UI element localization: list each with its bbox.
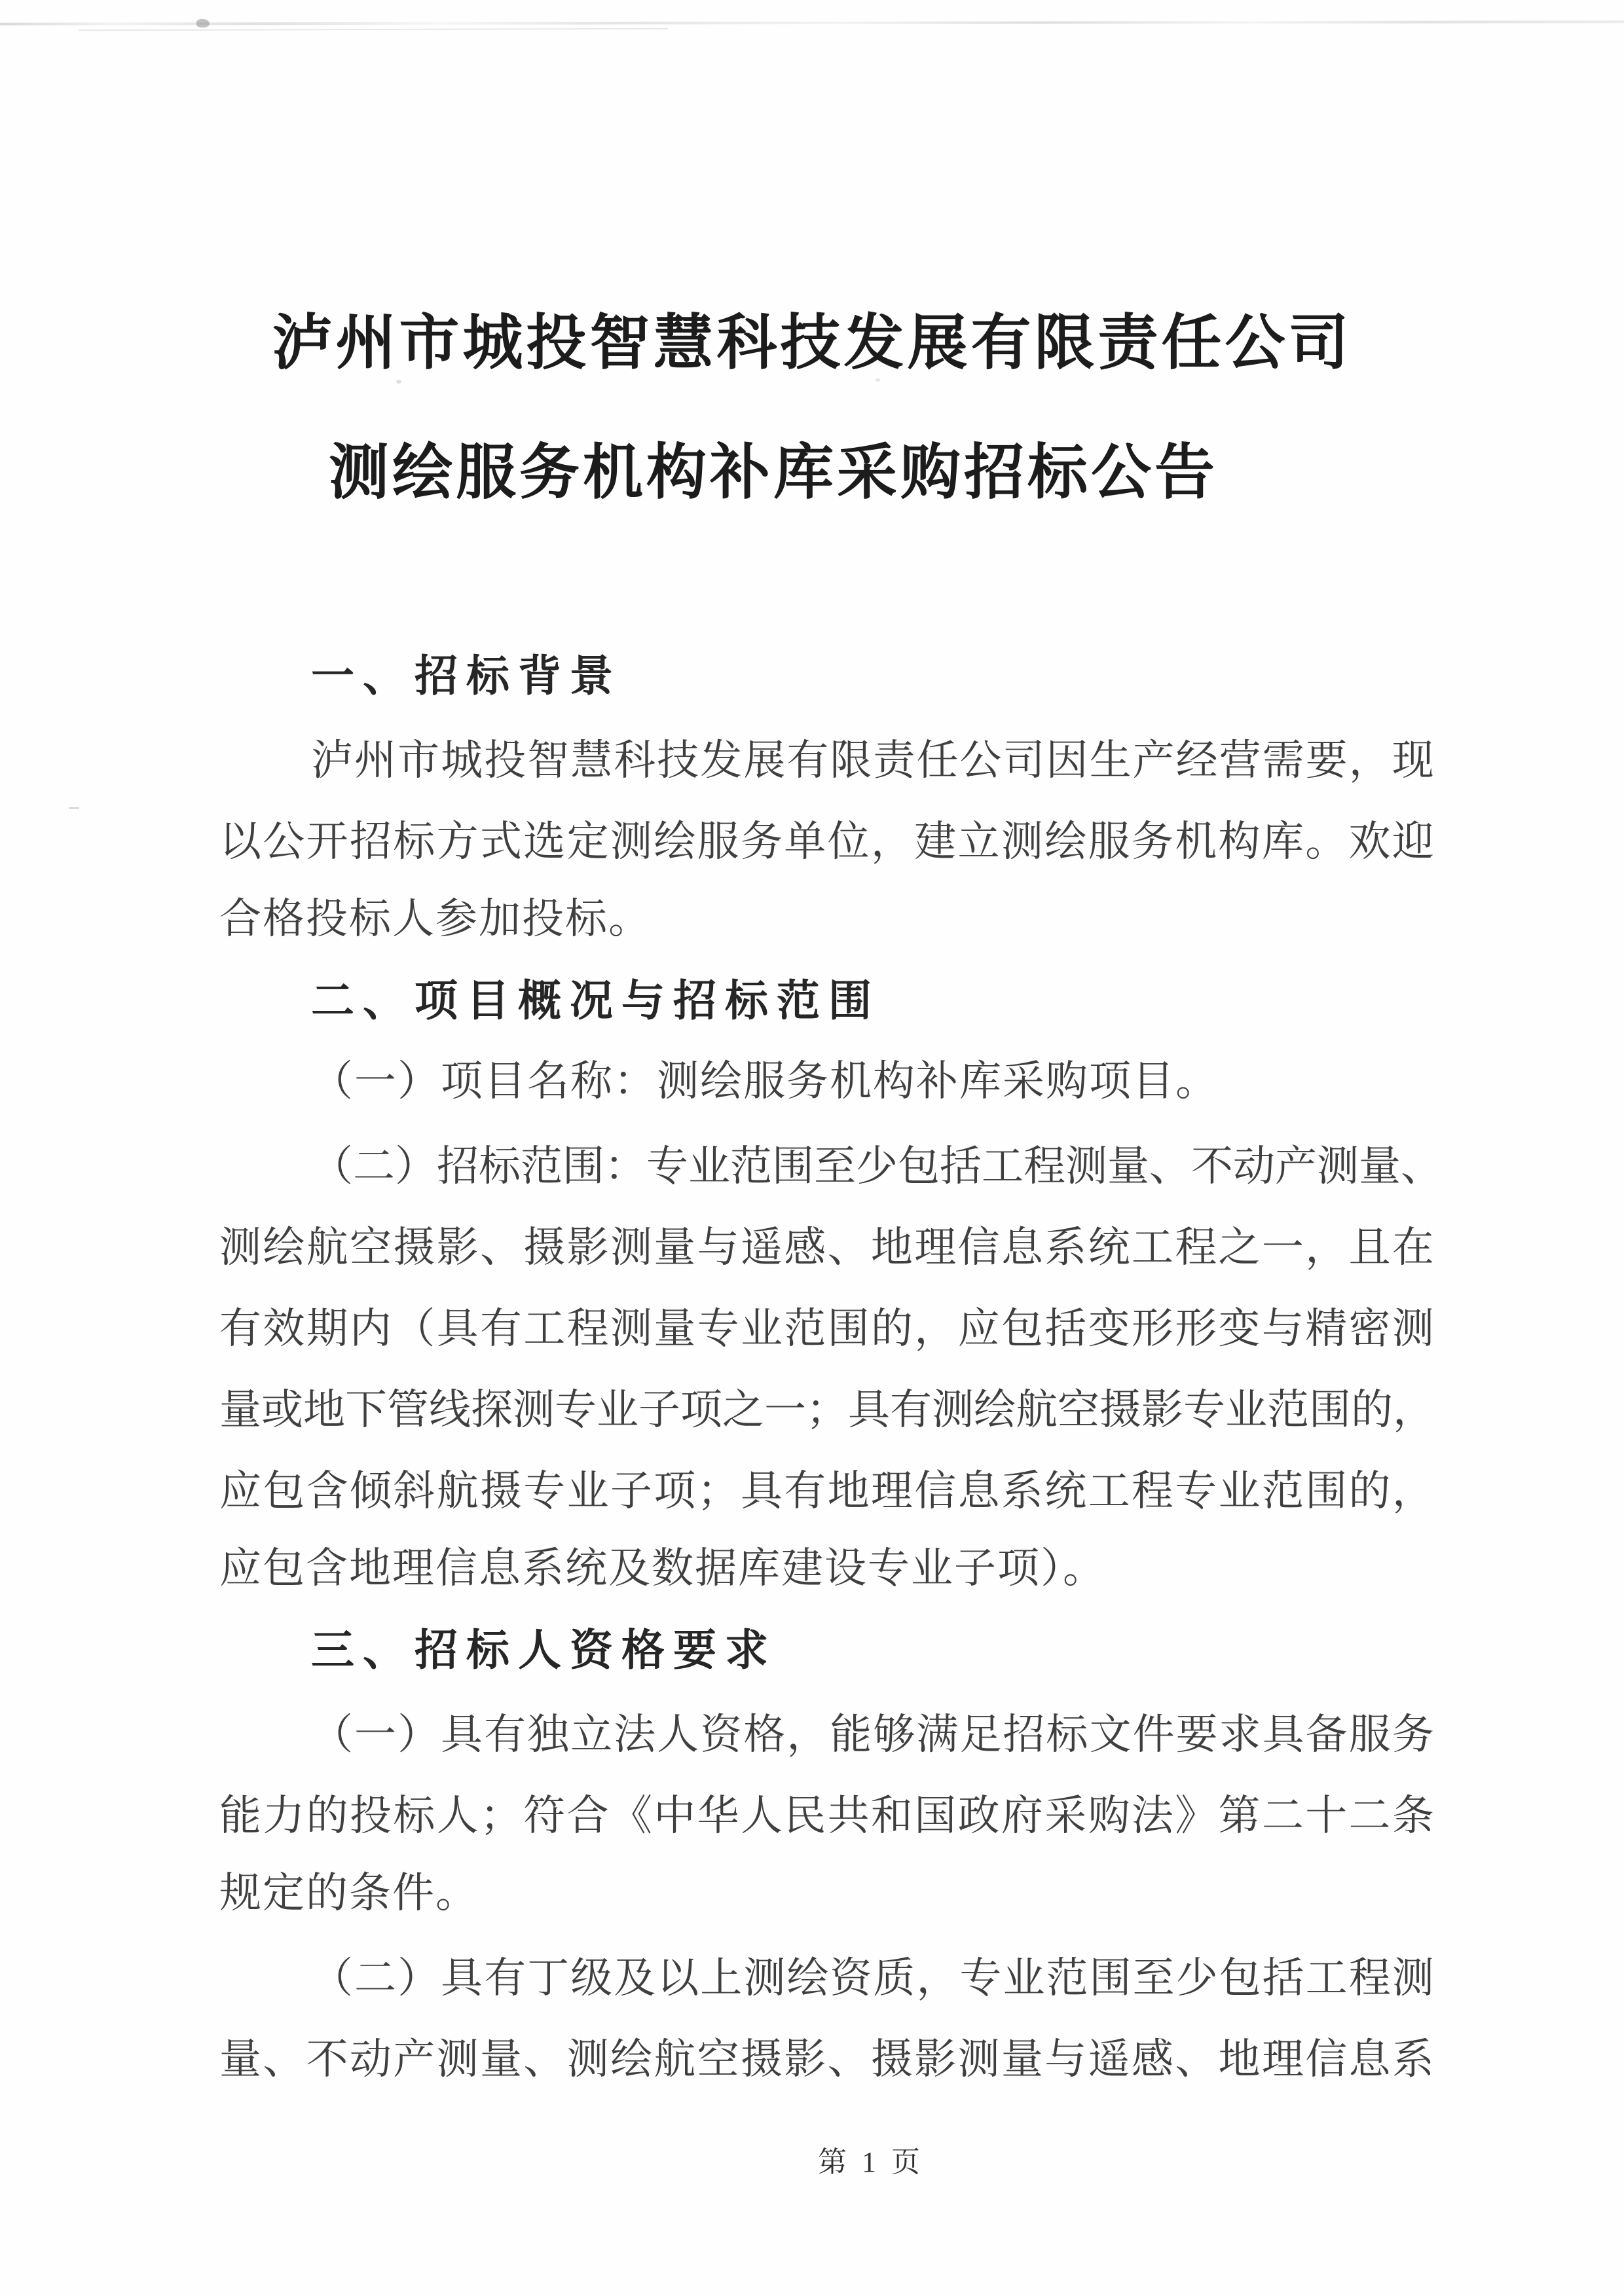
paragraph-line: 规定的条件。 <box>219 1870 479 1916</box>
paragraph-line: 应 包 含 倾 斜 航 摄 专 业 子 项 ； 具 有 地 理 信 息 系 统 工 程 专 业 范 围 的 ， <box>219 1468 1434 1514</box>
paragraph-line: 应包含地理信息系统及数据库建设专业子项）。 <box>219 1545 1106 1592</box>
page-number: 第 1 页 <box>818 2146 924 2178</box>
paragraph-line: 量 、 不 动 产 测 量 、 测 绘 航 空 摄 影 、 摄 影 测 量 与 遥 感 、 地 理 信 息 系 <box>219 2036 1434 2083</box>
paragraph-line: （ 二 ） 具 有 丁 级 及 以 上 测 绘 资 质 ， 专 业 范 围 至 少 包 括 工 程 测 <box>311 1955 1434 2001</box>
paragraph-line: 以 公 开 招 标 方 式 选 定 测 绘 服 务 单 位 ， 建 立 测 绘 服 务 机 构 库 。 欢 迎 <box>219 818 1434 865</box>
paragraph-line: （一）项目名称：测绘服务机构补库采购项目。 <box>311 1058 1219 1104</box>
scan-speck <box>69 807 79 809</box>
paragraph-line: （ 一 ） 具 有 独 立 法 人 资 格 ， 能 够 满 足 招 标 文 件 要 求 具 备 服 务 <box>311 1711 1434 1758</box>
paragraph-line: 量 或 地 下 管 线 探 测 专 业 子 项 之 一 ； 具 有 测 绘 航 空 摄 影 专 业 范 围 的 ， <box>219 1387 1435 1433</box>
section-heading-bidder-qualifications: 三、招标人资格要求 <box>311 1626 777 1674</box>
document-title-line-1: 泸州市城投智慧科技发展有限责任公司 <box>272 310 1352 376</box>
paragraph-line: （ 二 ） 招 标 范 围 ： 专 业 范 围 至 少 包 括 工 程 测 量 、 不 动 产 测 量 、 <box>311 1143 1443 1190</box>
section-heading-bidding-background: 一、招标背景 <box>311 651 621 700</box>
scan-edge-artifact-2 <box>79 28 668 31</box>
document-body <box>219 635 1443 2096</box>
paragraph-line: 有 效 期 内 （ 具 有 工 程 测 量 专 业 范 围 的 ， 应 包 括 变 形 形 变 与 精 密 测 <box>219 1305 1434 1352</box>
scan-edge-artifact <box>0 20 1624 25</box>
page-number-footer <box>0 2138 1624 2180</box>
scan-speck <box>196 19 210 27</box>
section-heading-project-overview: 二、项目概况与招标范围 <box>311 976 880 1025</box>
paragraph-line: 泸 州 市 城 投 智 慧 科 技 发 展 有 限 责 任 公 司 因 生 产 经 营 需 要 ， 现 <box>311 737 1434 784</box>
document-title-line-2: 测绘服务机构补库采购招标公告 <box>328 439 1218 506</box>
paragraph-line: 测 绘 航 空 摄 影 、 摄 影 测 量 与 遥 感 、 地 理 信 息 系 统 工 程 之 一 ， 且 在 <box>219 1224 1434 1271</box>
paragraph-line: 能 力 的 投 标 人 ； 符 合 《 中 华 人 民 共 和 国 政 府 采 购 法 》 第 二 十 二 条 <box>219 1793 1434 1839</box>
paragraph-line: 合格投标人参加投标。 <box>219 896 652 942</box>
